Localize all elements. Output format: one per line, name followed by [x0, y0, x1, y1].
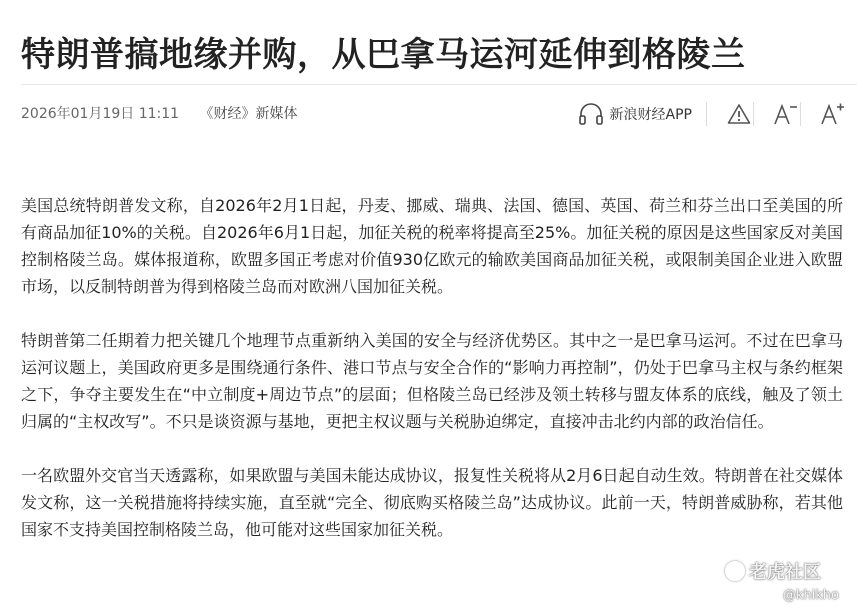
article-body	[21, 192, 843, 570]
headphones-icon	[578, 103, 604, 125]
title-divider	[21, 84, 857, 85]
listen-app-button[interactable]	[578, 103, 692, 125]
font-decrease-button[interactable]	[772, 100, 800, 128]
article-meta	[21, 104, 298, 124]
article-paragraph: 一名欧盟外交官当天透露称，如果欧盟与美国未能达成协议，报复性关税将从2月6日起自动生效。特朗普在社交媒体发文称，这一关税措施将持续实施，直至就“完全、彻底购买格陵兰岛”达成协议。此前一天，特朗普威胁称，若其他国家不支持美国控制格陵兰岛，他可能对这些国家加征关税。	[21, 466, 843, 539]
font-increase-button[interactable]	[819, 100, 847, 128]
article-paragraph: 特朗普第二任期着力把关键几个地理节点重新纳入美国的安全与经济优势区。其中之一是巴拿马运河。不过在巴拿马运河议题上，美国政府更多是围绕通行条件、港口节点与安全合作的“影响力再控制”，仍处于巴拿马主权与条约框架之下，争夺主要发生在“中立制度+周边节点”的层面；但格陵兰岛已经涉及领土转移与盟友体系的底线，触及了领土归属的“主权改写”。不只是谈资源与基地，更把主权议题与关税胁迫绑定，直接冲击北约内部的政治信任。	[21, 331, 843, 431]
article-paragraph: 美国总统特朗普发文称，自2026年2月1日起，丹麦、挪威、瑞典、法国、德国、英国、荷兰和芬兰出口至美国的所有商品加征10%的关税。自2026年6月1日起，加征关税的税率将提高至25%。加征关税的原因是这些国家反对美国控制格陵兰岛。媒体报道称，欧盟多国正考虑对价值930亿欧元的输欧美国商品加征关税，或限制美国企业进入欧盟市场，以反制特朗普为得到格陵兰岛而对欧洲八国加征关税。	[21, 196, 843, 296]
article-toolbar	[578, 98, 847, 130]
watermark-logo-text: 老虎社区	[749, 562, 821, 583]
app-label: 新浪财经APP	[609, 107, 692, 123]
font-increase-icon	[820, 102, 846, 126]
toolbar-separator	[706, 102, 707, 126]
article-title: 特朗普搞地缘并购，从巴拿马运河延伸到格陵兰	[21, 34, 746, 75]
publish-date: 2026年01月19日 11:11	[21, 106, 180, 122]
toolbar-separator	[753, 102, 754, 126]
report-button[interactable]	[725, 100, 753, 128]
font-decrease-icon	[773, 102, 799, 126]
article-source[interactable]: 《财经》新媒体	[199, 106, 298, 122]
watermark-handle: @khikho	[782, 588, 839, 603]
report-warning-icon	[727, 103, 751, 125]
toolbar-separator	[800, 102, 801, 126]
